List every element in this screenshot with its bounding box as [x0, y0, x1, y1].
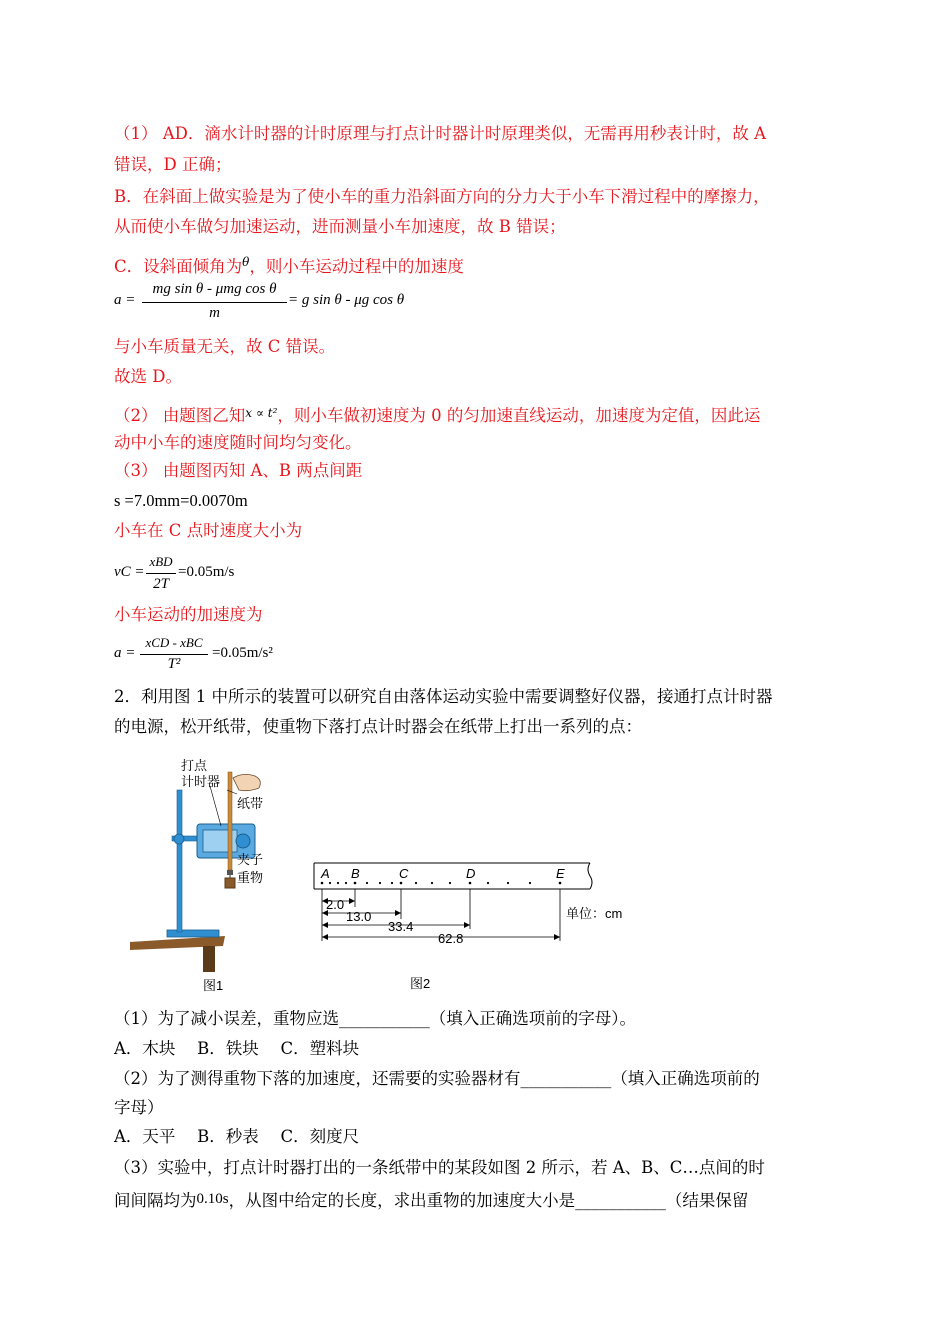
clip-shape [227, 870, 233, 875]
sol1-line5 [114, 251, 464, 278]
figure2-caption: 图2 [410, 976, 431, 991]
vc-rhs: =0.05m/s [178, 564, 235, 580]
sol3-line2: 小车在 C 点时速度大小为 [114, 521, 303, 540]
q2-part3-line2 [114, 1188, 748, 1212]
vc-lhs: vC = [114, 564, 145, 580]
tape-torn-edge [588, 863, 592, 889]
point-label-c: C [399, 866, 409, 881]
label-weight: 重物 [237, 870, 264, 885]
theta-symbol: θ [242, 255, 250, 269]
point-label-d: D [466, 866, 476, 881]
timer-disc [236, 834, 250, 848]
dim-label-ae: 62.8 [438, 931, 464, 946]
a-fraction-bar [140, 654, 208, 655]
q2-part1-options: A．木块 B．铁块 C．塑料块 [114, 1039, 360, 1058]
q2-part3-line2-b: ，从图中给定的长度，求出重物的加速度大小是___________（结果保留 [228, 1191, 749, 1210]
dim-label-ac: 13.0 [346, 909, 372, 924]
sol1-line2: 错误，D 正确； [114, 155, 232, 174]
sol1-line7: 故选 D。 [114, 367, 182, 386]
label-timer-1: 打点 [181, 758, 208, 773]
sol1-line4: 从而使小车做匀加速运动，进而测量小车加速度，故 B 错误； [114, 217, 566, 236]
q2-part2-line2: 字母） [114, 1098, 164, 1117]
sol1-line3: B．在斜面上做实验是为了使小车的重力沿斜面方向的分力大于小车下滑过程中的摩擦力， [114, 187, 770, 206]
a-lhs: a = [114, 645, 136, 661]
sol3-line1: （3） 由题图丙知 A、B 两点间距 [114, 461, 363, 480]
stand-pole [177, 790, 182, 932]
figure1-apparatus [125, 750, 305, 1000]
unit-label: 单位：cm [566, 906, 623, 921]
timer-label-leader [210, 786, 221, 826]
a-rhs: =0.05m/s² [212, 645, 273, 661]
figure1-caption: 图1 [203, 978, 224, 993]
vc-denominator: 2T [153, 576, 169, 592]
eq1-lhs: a = [114, 292, 136, 308]
point-label-e: E [556, 866, 565, 881]
q2-line1: 2．利用图 1 中所示的装置可以研究自由落体运动实验中需要调整好仪器，接通打点计时器 [114, 687, 773, 706]
q2-part3-line2-a: 间间隔均为 [114, 1191, 197, 1210]
point-label-a: A [321, 866, 330, 881]
q2-part2-line1: （2）为了测得重物下落的加速度，还需要的实验器材有___________（填入正确选项前的 [114, 1069, 760, 1088]
sol1-line1: （1） AD．滴水计时器的计时原理与打点计时器计时原理类似，无需再用秒表计时，故 A [114, 124, 767, 143]
dim-label-ad: 33.4 [388, 919, 414, 934]
hand-shape [233, 774, 260, 790]
label-clip: 夹子 [237, 852, 264, 867]
dim-label-ab: 2.0 [326, 897, 345, 912]
proportional-expr: x ∝ t² [245, 406, 278, 420]
s-equation: s =7.0mm=0.0070m [114, 491, 248, 510]
q2-part3-line1: （3）实验中，打点计时器打出的一条纸带中的某段如图 2 所示，若 A、B、C…点间的时 [114, 1158, 765, 1177]
eq1-denominator: m [209, 305, 220, 321]
sol2-line1-a: （2） 由题图乙知 [114, 406, 246, 425]
label-tape: 纸带 [237, 796, 264, 811]
eq1-rhs: = g sin θ - μg cos θ [288, 292, 405, 308]
label-timer-2: 计时器 [181, 774, 221, 789]
sol3-line3: 小车运动的加速度为 [114, 605, 263, 624]
paper-tape [228, 772, 232, 870]
eq1-numerator: mg sin θ - μmg cos θ [152, 281, 277, 297]
q2-part1: （1）为了减小误差，重物应选___________（填入正确选项前的字母）。 [114, 1009, 636, 1028]
sol1-line5-b: ，则小车运动过程中的加速度 [249, 257, 464, 276]
point-label-b: B [351, 866, 360, 881]
vc-fraction-bar [146, 573, 176, 574]
stand-base [167, 930, 219, 937]
q2-part2-options: A．天平 B．秒表 C．刻度尺 [114, 1127, 360, 1146]
sol1-line6: 与小车质量无关，故 C 错误。 [114, 337, 336, 356]
table-leg [203, 946, 215, 972]
figure2-tape [300, 855, 660, 995]
q2-line2: 的电源，松开纸带，使重物下落打点计时器会在纸带上打出一系列的点： [114, 717, 642, 736]
a-numerator: xCD - xBC [145, 635, 203, 650]
a-denominator: T² [167, 656, 181, 672]
eq1-fraction-bar [142, 302, 287, 303]
interval-value: 0.10s [196, 1191, 229, 1207]
sol1-line5-a: C．设斜面倾角为 [114, 257, 243, 276]
tape-dots [321, 882, 562, 885]
clamp-knob [174, 834, 184, 844]
vc-numerator: xBD [149, 554, 173, 569]
weight-block [225, 878, 235, 888]
sol2-line2: 动中小车的速度随时间均匀变化。 [114, 433, 362, 452]
sol2-line1-b: ，则小车做初速度为 0 的匀加速直线运动，加速度为定值，因此运 [277, 406, 761, 425]
sol2-line1 [114, 402, 760, 427]
